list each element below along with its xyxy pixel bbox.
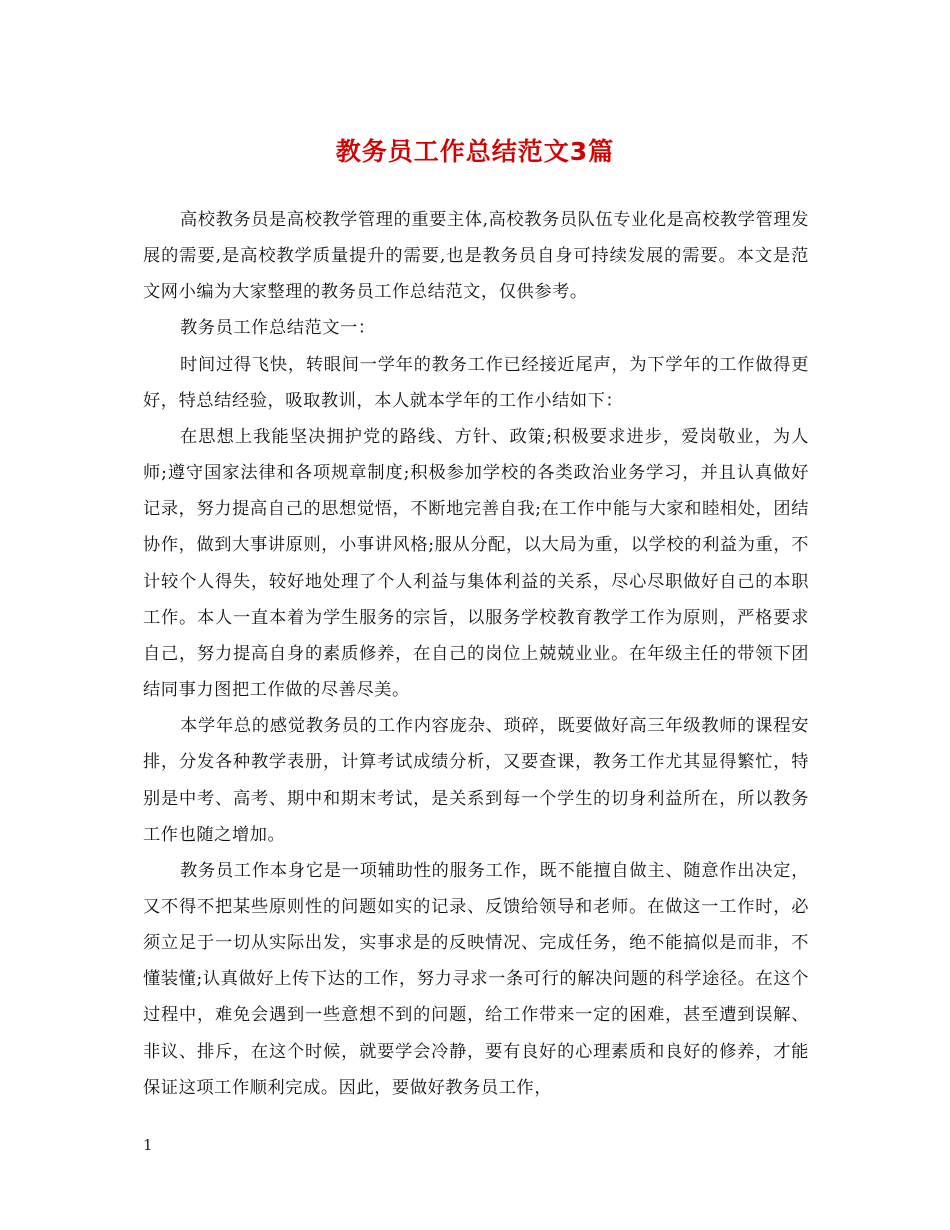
page-number: 1 bbox=[143, 1136, 153, 1154]
paragraph-section-heading: 教务员工作总结范文一： bbox=[180, 318, 376, 339]
paragraph-role: 教务员工作本身它是一项辅助性的服务工作，既不能擅自做主、随意作出决定，又不得不把某些原则性的问题如实的记录、反馈给领导和老师。在做这一工作时，必须立足于一切从实际出发，实事求是的反映情况、完成任务，绝不能搞似是而非，不懂装懂;认真做好上传下达的工作，努力寻求一条可行的解决问题的科学途径。在这个过程中，难免会遇到一些意想不到的问题，给工作带来一定的困难，甚至遭到误解、非议、排斥，在这个时候，就要学会冷静，要有良好的心理素质和良好的修养，才能保证这项工作顺利完成。因此，要做好教务员工作， bbox=[143, 860, 809, 1098]
document-body bbox=[143, 202, 809, 1106]
paragraph-workload: 本学年总的感觉教务员的工作内容庞杂、琐碎，既要做好高三年级教师的课程安排，分发各种教学表册，计算考试成绩分析，又要查课，教务工作尤其显得繁忙，特别是中考、高考、期中和期末考试，是关系到每一个学生的切身利益所在，所以教务工作也随之增加。 bbox=[143, 716, 809, 845]
paragraph-ideology: 在思想上我能坚决拥护党的路线、方针、政策;积极要求进步，爱岗敬业，为人师;遵守国家法律和各项规章制度;积极参加学校的各类政治业务学习，并且认真做好记录，努力提高自己的思想觉悟，不断地完善自我;在工作中能与大家和睦相处，团结协作，做到大事讲原则，小事讲风格;服从分配，以大局为重，以学校的利益为重，不计较个人得失，较好地处理了个人利益与集体利益的关系，尽心尽职做好自己的本职工作。本人一直本着为学生服务的宗旨，以服务学校教育教学工作为原则，严格要求自己，努力提高自身的素质修养，在自己的岗位上兢兢业业。在年级主任的带领下团结同事力图把工作做的尽善尽美。 bbox=[143, 426, 809, 701]
paragraph-intro: 高校教务员是高校教学管理的重要主体,高校教务员队伍专业化是高校教学管理发展的需要,是高校教学质量提升的需要,也是教务员自身可持续发展的需要。本文是范文网小编为大家整理的教务员工作总结范文，仅供参考。 bbox=[143, 210, 809, 303]
paragraph-opening: 时间过得飞快，转眼间一学年的教务工作已经接近尾声，为下学年的工作做得更好，特总结经验，吸取教训，本人就本学年的工作小结如下： bbox=[143, 354, 809, 411]
document-title: 教务员工作总结范文3篇 bbox=[335, 137, 615, 166]
